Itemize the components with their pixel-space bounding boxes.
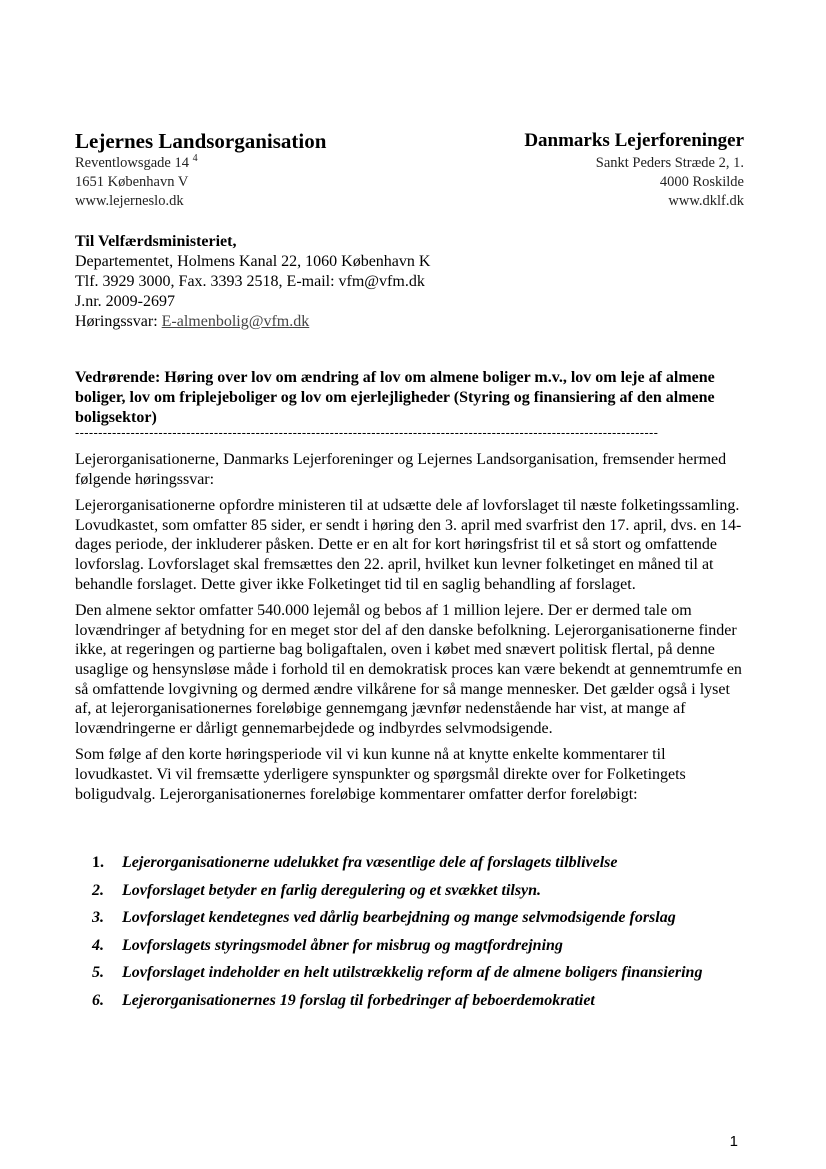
list-number: 6. [92,991,104,1009]
letter-body [75,450,745,811]
list-number: 4. [92,936,104,954]
list-text: Lejerorganisationerne udelukket fra væsentlige dele af forslagets tilblivelse [122,854,618,871]
sender-left [75,128,455,211]
list-text: Lovforslaget kendetegnes ved dårlig bearbejdning og mange selvmodsigende forslag [122,909,676,926]
list-text: Lovforslagets styringsmodel åbner for misbrug og magtfordrejning [122,936,563,954]
list-number: 2. [92,881,104,899]
address-city-right: 4000 Roskilde [659,174,744,190]
recipient-block [75,232,755,332]
list-item [92,881,752,909]
recipient-address: Departementet, Holmens Kanal 22, 1060 København K [75,253,431,270]
hearing-email-link[interactable]: E-almenbolig@vfm.dk [161,313,310,330]
comment-list [92,853,752,1018]
floor-superscript: 4 [192,153,198,164]
address-street-left: Reventlowsgade 14 $^4$ [75,153,198,171]
list-item [92,908,752,936]
separator-line: ------------------------------------------------------------------------------------------------------------------------------ [75,426,659,440]
paragraph: Den almene sektor omfatter 540.000 lejemål og bebos af 1 million lejere. Der er dermed tale om lovændringer af betydning for en meget stor del af den danske befolkning. Lejerorganisationerne finder ikke, at regeringen og partierne bag boligaftalen, oven i købet med snævert politisk flertal, på denne usaglige og hensynsløse måde i forhold til en demokratisk proces kan være bekendt at gennemtrumfe en så omfattende lovgivning og dermed ændre vilkårene for så mange mennesker. Det gælder også i lyset af, at lejerorganisationernes foreløbige gennemgang jævnfør nedenstående har vist, at mange af lovændringerne er dårligt gennemarbejdede og indbyrdes selvmodsigende. [75,602,742,737]
list-item [92,991,752,1019]
page-number: 1 [729,1133,738,1150]
list-item [92,936,752,964]
list-item [92,853,752,881]
list-item [92,963,752,991]
org-name-left: Lejernes Landsorganisation [75,129,327,153]
paragraph: Som følge af den korte høringsperiode vil vi kun kunne nå at knytte enkelte kommentarer til lovudkastet. Vi vil fremsætte yderligere synspunkter og spørgsmål direkte over for Folketingets boligudvalg. Lejerorganisationernes foreløbige kommentarer omfatter derfor foreløbigt: [75,746,686,803]
website-right[interactable]: www.dklf.dk [668,193,744,209]
org-name-right: Danmarks Lejerforeninger [524,130,744,151]
list-number: 5. [92,964,104,981]
website-left[interactable]: www.lejerneslo.dk [75,193,184,209]
list-text: Lovforslaget indeholder en helt utilstrækkelig reform af de almene boligers finansiering [122,964,703,981]
recipient-contact: Tlf. 3929 3000, Fax. 3393 2518, E-mail: vfm@vfm.dk [75,273,425,290]
list-text: Lovforslaget betyder en farlig deregulering og et svækket tilsyn. [122,881,542,899]
sender-right [404,128,744,211]
recipient-reference: J.nr. 2009-2697 [75,293,175,310]
paragraph: Lejerorganisationerne, Danmarks Lejerforeninger og Lejernes Landsorganisation, fremsender hermed følgende høringssvar: [75,451,727,488]
address-city-left: 1651 København V [75,174,189,190]
address-street-right: Sankt Peders Stræde 2, 1. [595,155,744,171]
paragraph: Lejerorganisationerne opfordre ministeren til at udsætte dele af lovforslaget til næste folketingssamling. Lovudkastet, som omfatter 85 sider, er sendt i høring den 3. april med svarfrist den 17. april, dvs. en 14-dages periode, der inkluderer påsken. Dette er en alt for kort høringsfrist til et så stort og omfattende lovforslag. Lovforslaget skal fremsættes den 22. april, hvilket kun levner folketinget en måned til at behandle forslaget. Dette giver ikke Folketinget tid til en saglig behandling af forslaget. [75,497,742,593]
hearing-line: Høringssvar: E-almenbolig@vfm.dk [75,313,310,330]
subject-heading: Vedrørende: Høring over lov om ændring af lov om almene boliger m.v., lov om leje af almene boliger, lov om friplejeboliger og lov om ejerlejligheder (Styring og finansiering af den almene boligsektor) [75,369,715,426]
list-number: 1. [92,854,104,871]
list-text: Lejerorganisationernes 19 forslag til forbedringer af beboerdemokratiet [122,991,595,1009]
recipient-title: Til Velfærdsministeriet, [75,233,237,250]
list-number: 3. [92,909,104,926]
